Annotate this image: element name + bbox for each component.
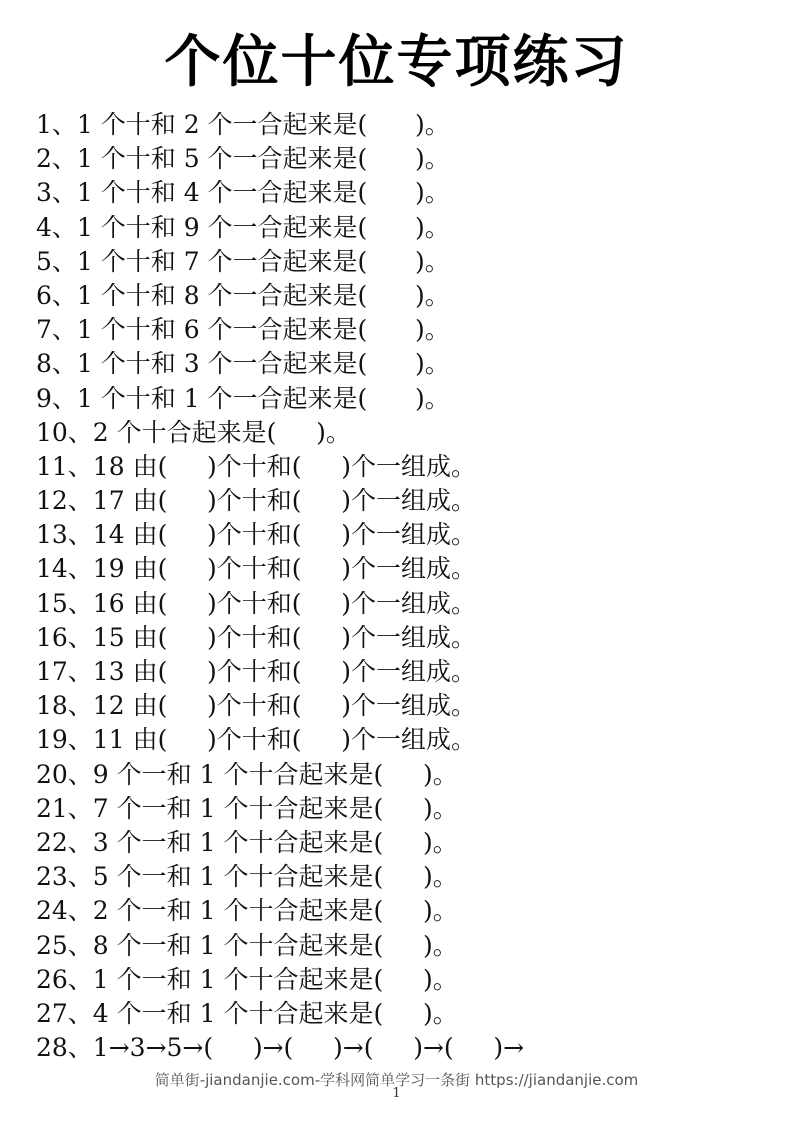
question-8: 8、1 个十和 3 个一合起来是( )。 (36, 349, 450, 379)
question-18: 18、12 由( )个十和( )个一组成。 (36, 691, 477, 721)
question-12: 12、17 由( )个十和( )个一组成。 (36, 486, 477, 516)
question-27: 27、4 个一和 1 个十合起来是( )。 (36, 998, 458, 1028)
page-number: 1 (392, 1086, 401, 1101)
question-20: 20、9 个一和 1 个十合起来是( )。 (36, 759, 458, 789)
question-4: 4、1 个十和 9 个一合起来是( )。 (36, 212, 450, 242)
question-1: 1、1 个十和 2 个一合起来是( )。 (36, 110, 450, 139)
question-9: 9、1 个十和 1 个一合起来是( )。 (36, 383, 450, 413)
page-title: 个位十位专项练习 (164, 30, 629, 95)
question-13: 13、14 由( )个十和( )个一组成。 (36, 520, 477, 550)
question-6: 6、1 个十和 8 个一合起来是( )。 (36, 280, 450, 310)
question-11: 11、18 由( )个十和( )个一组成。 (36, 451, 477, 481)
question-26: 26、1 个一和 1 个十合起来是( )。 (36, 964, 458, 994)
question-17: 17、13 由( )个十和( )个一组成。 (36, 657, 477, 686)
question-22: 22、3 个一和 1 个十合起来是( )。 (36, 827, 458, 857)
question-24: 24、2 个一和 1 个十合起来是( )。 (36, 896, 458, 926)
question-14: 14、19 由( )个十和( )个一组成。 (36, 554, 477, 584)
question-5: 5、1 个十和 7 个一合起来是( )。 (36, 246, 450, 276)
question-3: 3、1 个十和 4 个一合起来是( )。 (36, 178, 450, 208)
question-10: 10、2 个十合起来是( )。 (36, 417, 351, 447)
question-16: 16、15 由( )个十和( )个一组成。 (36, 622, 477, 652)
question-2: 2、1 个十和 5 个一合起来是( )。 (36, 144, 450, 174)
question-28: 28、1→3→5→( )→( )→( )→( )→ (36, 1033, 525, 1063)
footer-watermark: 简单街-jiandanjie.com-学科网简单学习一条街 https://jiandanjie.com (154, 1071, 639, 1089)
question-25: 25、8 个一和 1 个十合起来是( )。 (36, 930, 458, 960)
question-23: 23、5 个一和 1 个十合起来是( )。 (36, 862, 458, 892)
question-7: 7、1 个十和 6 个一合起来是( )。 (36, 315, 450, 345)
question-19: 19、11 由( )个十和( )个一组成。 (36, 725, 477, 755)
question-21: 21、7 个一和 1 个十合起来是( )。 (36, 793, 458, 823)
question-15: 15、16 由( )个十和( )个一组成。 (36, 588, 477, 618)
question-list (36, 108, 776, 1065)
